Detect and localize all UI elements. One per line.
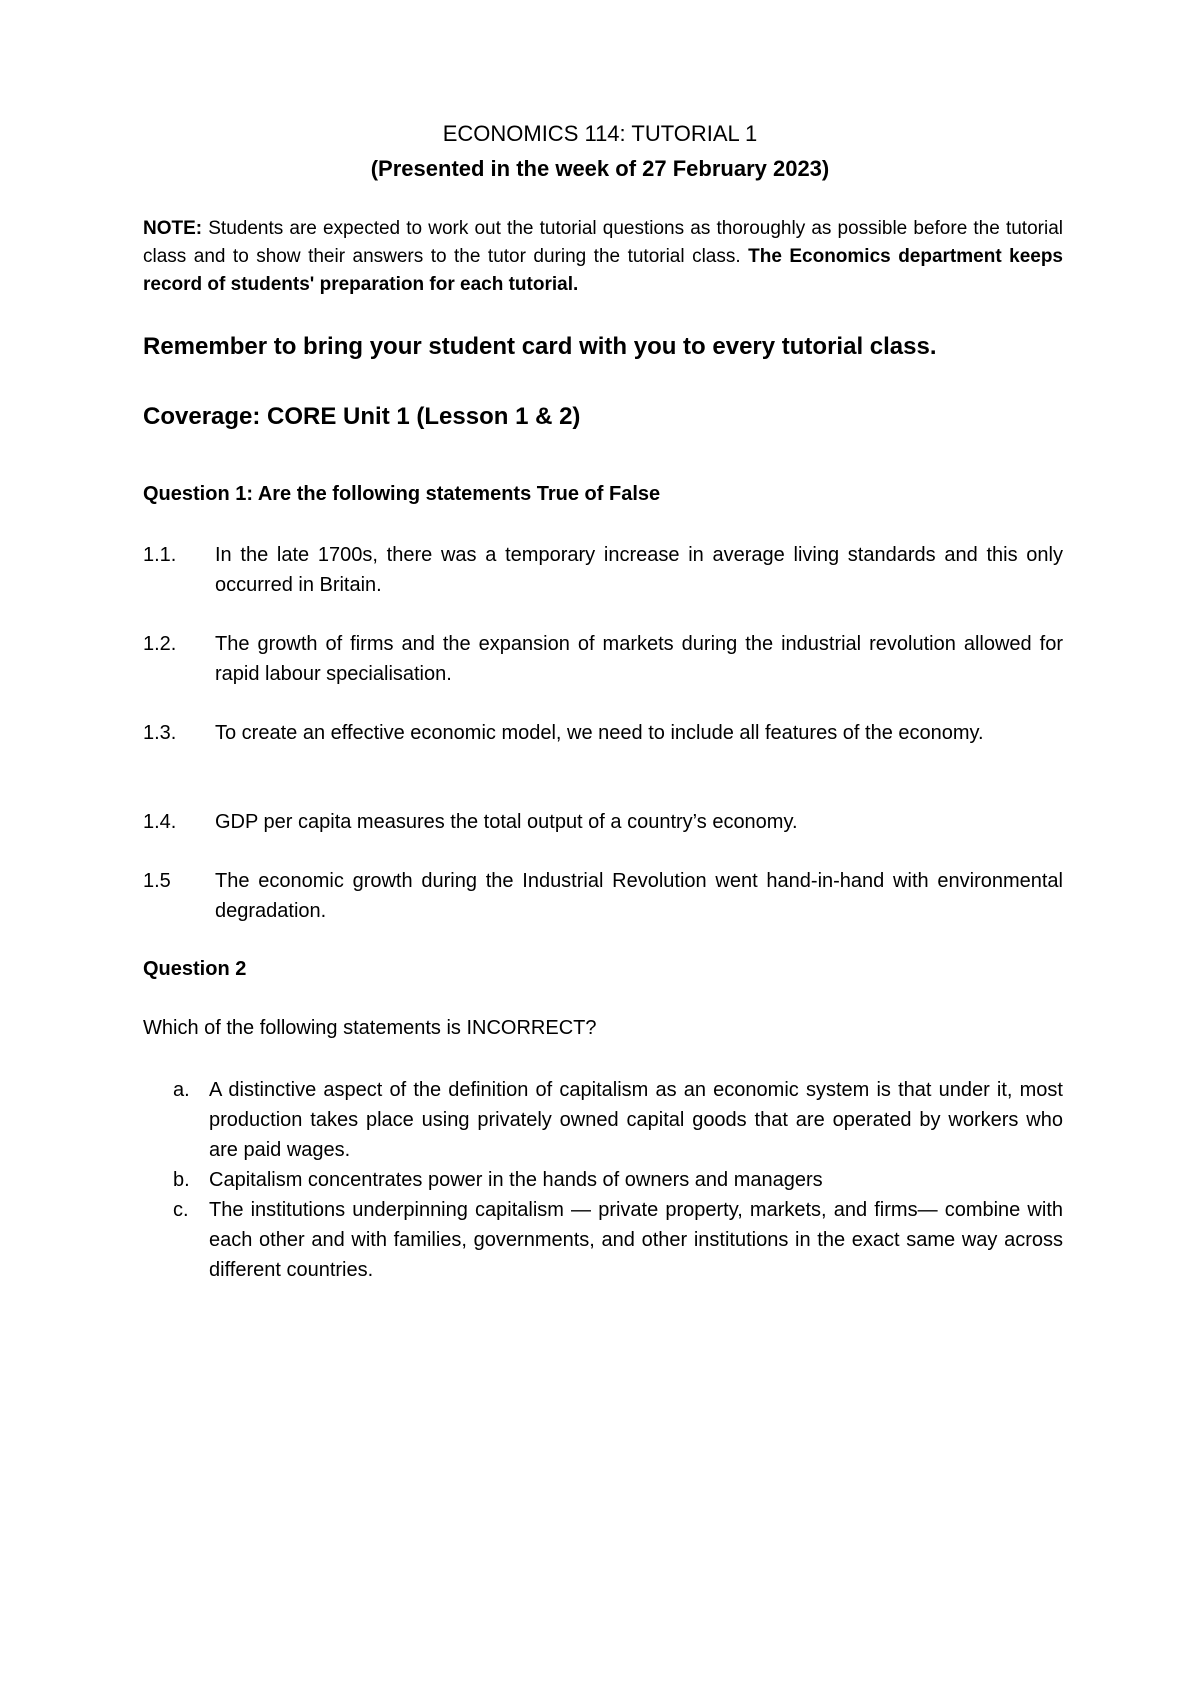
option-letter: a. xyxy=(173,1079,190,1101)
option-text: A distinctive aspect of the definition of capitalism as an economic system is that under it, most production takes place using privately owned capital goods that are operated by workers who are paid wages. xyxy=(209,1079,1063,1161)
note-bold-text: The Economics department keeps record of students' preparation for each tutorial. xyxy=(143,246,1063,295)
statement-number: 1.1. xyxy=(143,544,177,566)
option-letter: b. xyxy=(173,1169,190,1191)
statement-text: The growth of firms and the expansion of markets during the industrial revolution allowed for rapid labour specialisation. xyxy=(215,633,1063,685)
statement-item xyxy=(143,718,1063,748)
statement-number: 1.3. xyxy=(143,722,177,744)
option-text: Capitalism concentrates power in the hands of owners and managers xyxy=(209,1169,823,1191)
coverage-heading: Coverage: CORE Unit 1 (Lesson 1 & 2) xyxy=(143,403,581,430)
question-2-prompt: Which of the following statements is INCORRECT? xyxy=(143,1017,597,1039)
option-item xyxy=(143,1075,1063,1165)
statement-text: In the late 1700s, there was a temporary increase in average living standards and this only occurred in Britain. xyxy=(215,544,1063,596)
option-item xyxy=(143,1195,1063,1285)
question-1-heading: Question 1: Are the following statements True of False xyxy=(143,483,661,505)
document-title: ECONOMICS 114: TUTORIAL 1 xyxy=(442,121,758,146)
option-text: The institutions underpinning capitalism — private property, markets, and firms— combine with each other and with families, governments, and other institutions in the exact same way across different countries. xyxy=(209,1199,1063,1281)
statement-number: 1.4. xyxy=(143,811,177,833)
question-2-heading: Question 2 xyxy=(143,958,247,980)
option-letter: c. xyxy=(173,1199,189,1221)
statement-text: GDP per capita measures the total output of a country’s economy. xyxy=(215,811,798,833)
note-text: Students are expected to work out the tutorial questions as thoroughly as possible before the tutorial class and to show their answers to the tutor during the tutorial class. xyxy=(143,218,1063,267)
statement-item xyxy=(143,807,1063,837)
statement-item xyxy=(143,629,1063,689)
statement-item xyxy=(143,540,1063,600)
note-paragraph xyxy=(143,215,1063,299)
statement-item xyxy=(143,866,1063,926)
option-list xyxy=(143,1075,1063,1285)
statement-text: The economic growth during the Industrial Revolution went hand-in-hand with environmental degradation. xyxy=(215,870,1063,922)
document-subtitle: (Presented in the week of 27 February 2023) xyxy=(370,156,830,181)
statement-number: 1.2. xyxy=(143,633,177,655)
statement-text: To create an effective economic model, we need to include all features of the economy. xyxy=(215,722,984,744)
option-item xyxy=(143,1165,1063,1195)
statement-number: 1.5 xyxy=(143,870,171,892)
note-label: NOTE: xyxy=(143,218,203,239)
reminder-heading: Remember to bring your student card with you to every tutorial class. xyxy=(143,333,937,360)
